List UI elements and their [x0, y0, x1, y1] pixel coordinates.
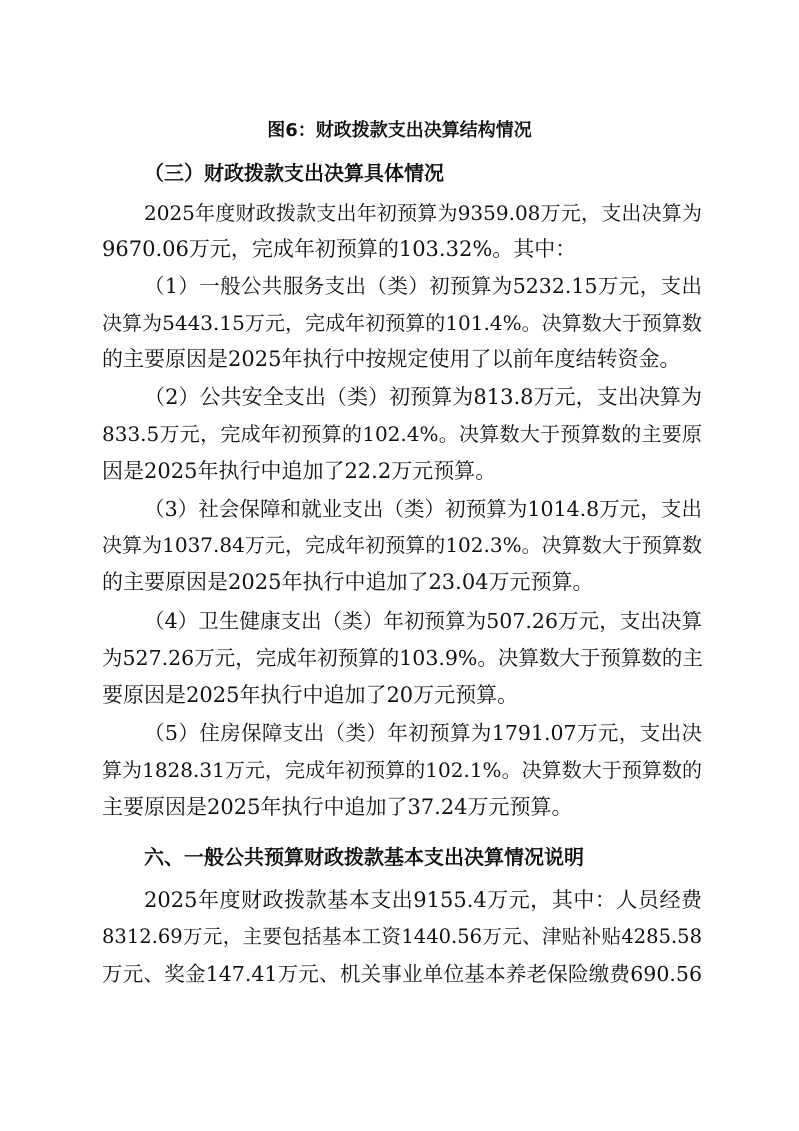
item-3-line-1: （3）社会保障和就业支出（类）初预算为1014.8万元，支出 — [144, 497, 702, 521]
item-1-line-2: 决算为5443.15万元，完成年初预算的101.4%。决算数大于预算数 — [102, 311, 702, 335]
item-3-line-2: 决算为1037.84万元，完成年初预算的102.3%。决算数大于预算数 — [102, 533, 702, 557]
item-2-line-2: 833.5万元，完成年初预算的102.4%。决算数大于预算数的主要原 — [102, 422, 702, 446]
section-heading-6: 六、一般公共预算财政拨款基本支出决算情况说明 — [144, 845, 584, 869]
summary-line-2: 9670.06万元，完成年初预算的103.32%。其中： — [102, 237, 577, 261]
item-5-line-1: （5）住房保障支出（类）年初预算为1791.07万元，支出决 — [144, 721, 702, 745]
item-4-line-1: （4）卫生健康支出（类）年初预算为507.26万元，支出决算 — [144, 609, 702, 633]
item-2-line-3: 因是2025年执行中追加了22.2万元预算。 — [102, 459, 497, 483]
item-4-line-2: 为527.26万元，完成年初预算的103.9%。决算数大于预算数的主 — [102, 646, 703, 670]
summary-line-1: 2025年度财政拨款支出年初预算为9359.08万元，支出决算为 — [144, 201, 702, 225]
item-3-line-3: 的主要原因是2025年执行中追加了23.04万元预算。 — [102, 570, 594, 594]
item-1-line-3: 的主要原因是2025年执行中按规定使用了以前年度结转资金。 — [102, 347, 681, 371]
section6-line-3: 万元、奖金147.41万元、机关事业单位基本养老保险缴费690.56 — [102, 962, 702, 986]
item-1-line-1: （1）一般公共服务支出（类）初预算为5232.15万元，支出 — [144, 274, 702, 298]
figure-caption: 图6：财政拨款支出决算结构情况 — [267, 120, 532, 141]
item-2-line-1: （2）公共安全支出（类）初预算为813.8万元，支出决算为 — [144, 385, 702, 409]
item-5-line-2: 算为1828.31万元，完成年初预算的102.1%。决算数大于预算数的 — [102, 758, 702, 782]
section-heading-3: （三）财政拨款支出决算具体情况 — [144, 161, 444, 185]
item-4-line-3: 要原因是2025年执行中追加了20万元预算。 — [102, 683, 519, 707]
item-5-line-3: 主要原因是2025年执行中追加了37.24万元预算。 — [102, 795, 573, 819]
section6-line-1: 2025年度财政拨款基本支出9155.4万元，其中：人员经费 — [144, 888, 702, 912]
section6-line-2: 8312.69万元，主要包括基本工资1440.56万元、津贴补贴4285.58 — [102, 925, 702, 948]
